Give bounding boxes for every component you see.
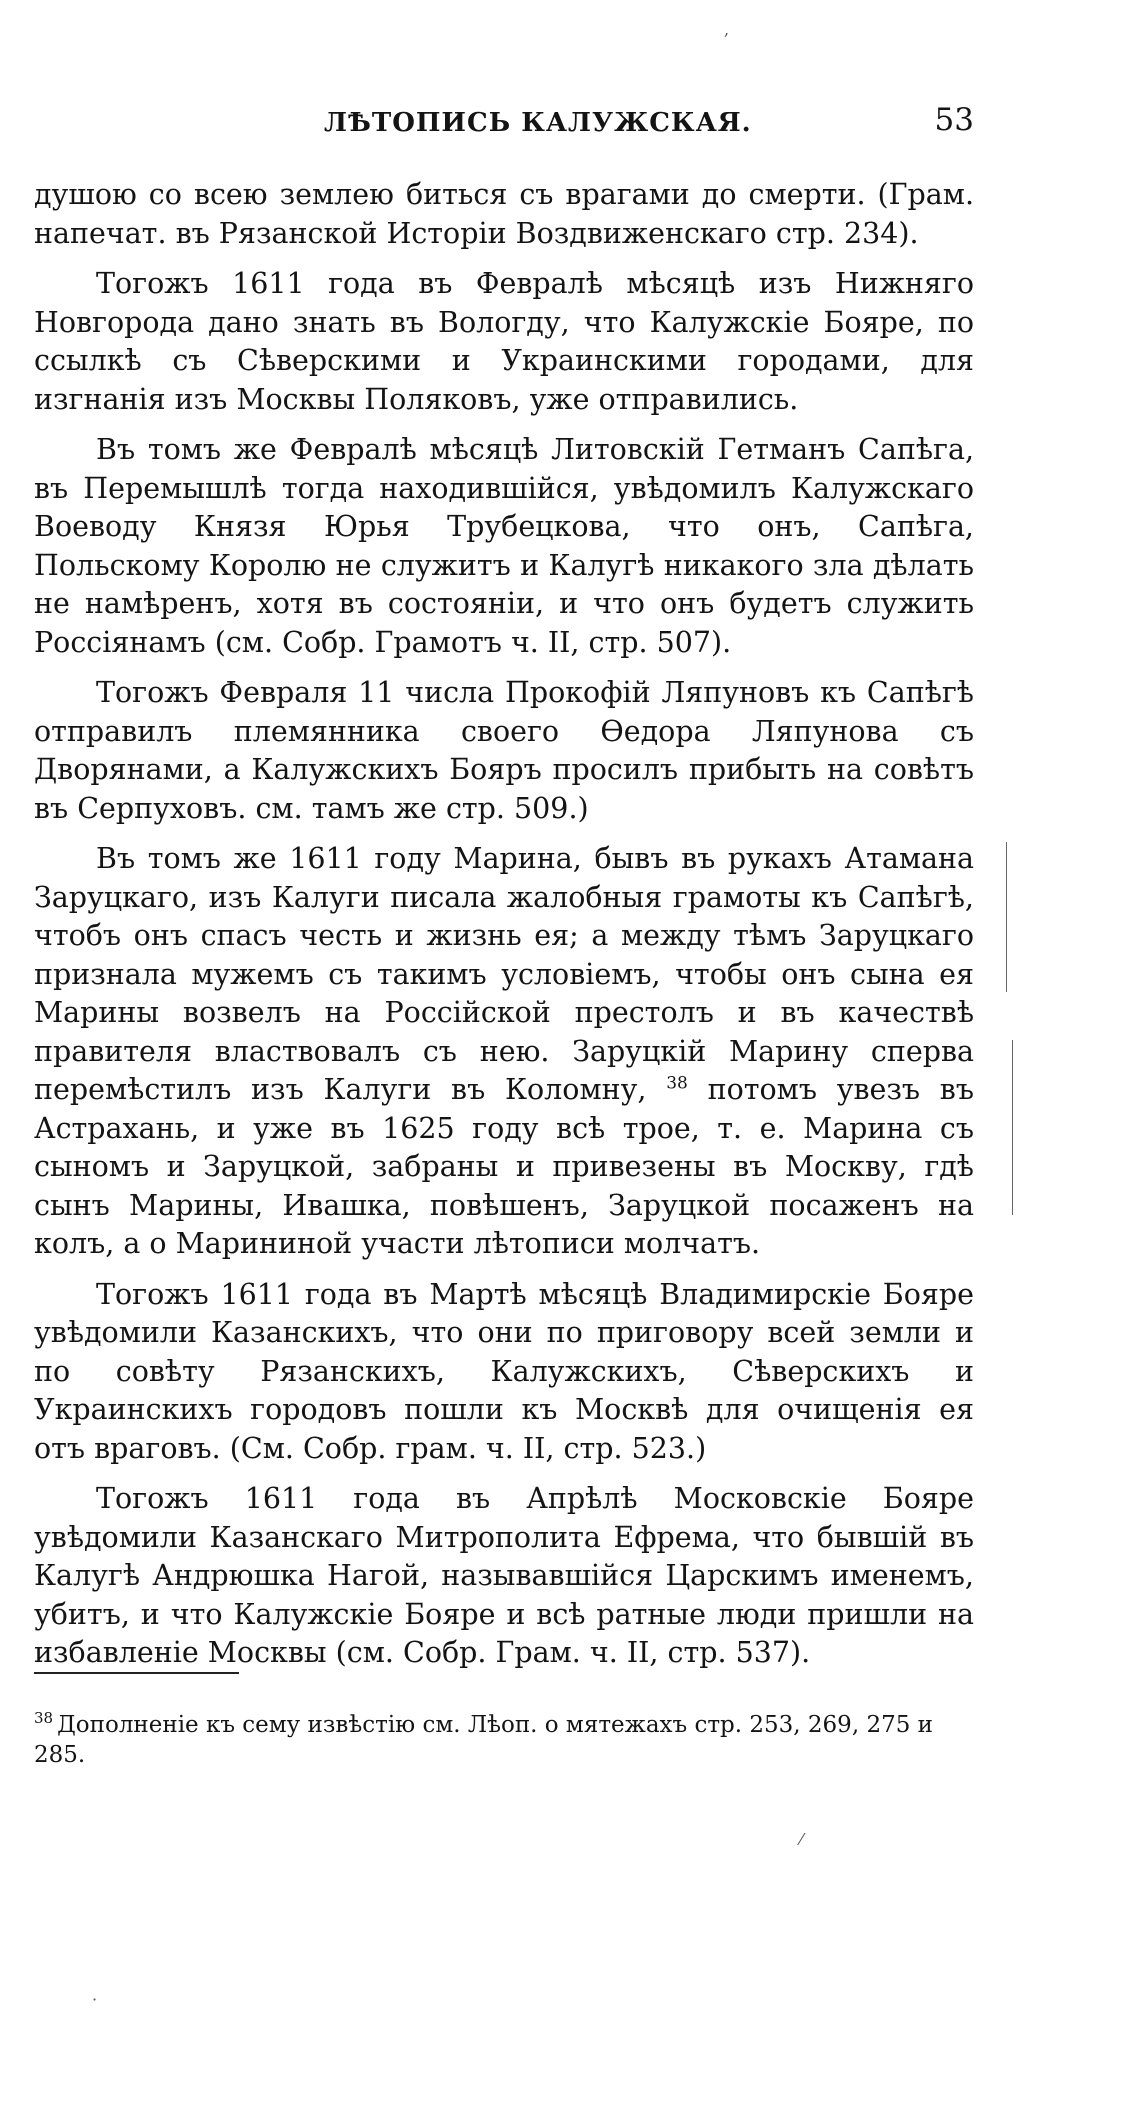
paragraph: Тогожъ 1611 года въ Апрѣлѣ Московскіе Бояре увѣдомили Казанскаго Митрополита Ефрема, что бывшій въ Калугѣ Андрюшка Нагой, называвшійся Царскимъ именемъ, убитъ, и что Калужскіе Бояре и всѣ ратные люди пришли на избавленіе Москвы (см. Собр. Грам. ч. II, стр. 537). bbox=[34, 1482, 974, 1669]
footnote-text: Дополненіе къ сему извѣстію см. Лѣоп. о мятежахъ стр. 253, 269, 275 и 285. bbox=[34, 1712, 933, 1768]
footnote-rule bbox=[34, 1672, 239, 1674]
paragraph-text: Въ томъ же 1611 году Марина, бывъ въ рукахъ Атамана Заруцкаго, изъ Калуги писала жалобныя грамоты къ Сапѣгѣ, чтобъ онъ спасъ честь и жизнь ея; а между тѣмъ Заруцкаго признала мужемъ съ такимъ условіемъ, чтобы онъ сына ея Марины возвелъ на Россійской престолъ и въ качествѣ правителя властвовалъ съ нею. Заруцкій Марину сперва перемѣстилъ изъ Калуги въ Коломну, bbox=[34, 842, 974, 1106]
margin-pencil-mark bbox=[1012, 1040, 1013, 1215]
body-text bbox=[34, 176, 974, 1685]
scan-speck: , bbox=[724, 20, 730, 39]
scan-speck: · bbox=[92, 1990, 98, 2009]
scan-speck: ⁄ bbox=[800, 1830, 803, 1849]
footnote-mark: 38 bbox=[34, 1709, 54, 1728]
paragraph: Тогожъ 1611 года въ Мартѣ мѣсяцѣ Владимирскіе Бояре увѣдомили Казанскихъ, что они по приговору всей земли и по совѣту Рязанскихъ, Калужскихъ, Сѣверскихъ и Украинскихъ городовъ пошли къ Москвѣ для очищенія ея отъ враговъ. (См. Собр. грам. ч. II, стр. 523.) bbox=[34, 1277, 974, 1465]
paragraph: Тогожъ Февраля 11 числа Прокофій Ляпуновъ къ Сапѣгѣ отправилъ племянника своего Ѳедора Ляпунова съ Дворянами, а Калужскихъ Бояръ просилъ прибыть на совѣтъ въ Серпуховъ. см. тамъ же стр. 509.) bbox=[34, 676, 974, 825]
footnote-reference[interactable]: 38 bbox=[666, 1073, 688, 1094]
paragraph-continued: душою со всею землею биться съ врагами до смерти. (Грам. напечат. въ Рязанской Исторіи Воздвиженскаго стр. 234). bbox=[34, 178, 974, 250]
running-head: ЛѢТОПИСЬ КАЛУЖСКАЯ. bbox=[324, 108, 752, 138]
paragraph-with-note bbox=[34, 840, 974, 1264]
paragraph: Въ томъ же Февралѣ мѣсяцѣ Литовскій Гетманъ Сапѣга, въ Перемышлѣ тогда находившійся, увѣдомилъ Калужскаго Воеводу Князя Юрья Трубецкова, что онъ, Сапѣга, Польскому Королю не служитъ и Калугѣ никакого зла дѣлать не намѣренъ, хотя въ состояніи, и что онъ будетъ служить Россіянамъ (см. Собр. Грамотъ ч. II, стр. 507). bbox=[34, 433, 974, 659]
margin-pencil-mark bbox=[1006, 842, 1007, 992]
paragraph-text: потомъ увезъ въ Астрахань, и уже въ 1625 году всѣ трое, т. е. Марина съ сыномъ и Заруцкой, забраны и привезены въ Москву, гдѣ сынъ Марины, Ивашка, повѣшенъ, Заруцкой посаженъ на колъ, а о Марининой участи лѣтописи молчатъ. bbox=[34, 1073, 974, 1260]
paragraph: Тогожъ 1611 года въ Февралѣ мѣсяцѣ изъ Нижняго Новгорода дано знать въ Вологду, что Калужскіе Бояре, по ссылкѣ съ Сѣверскими и Украинскими городами, для изгнанія изъ Москвы Поляковъ, уже отправились. bbox=[34, 267, 974, 416]
page-number: 53 bbox=[934, 102, 974, 138]
page-header bbox=[34, 102, 974, 148]
footnote bbox=[34, 1710, 974, 1770]
